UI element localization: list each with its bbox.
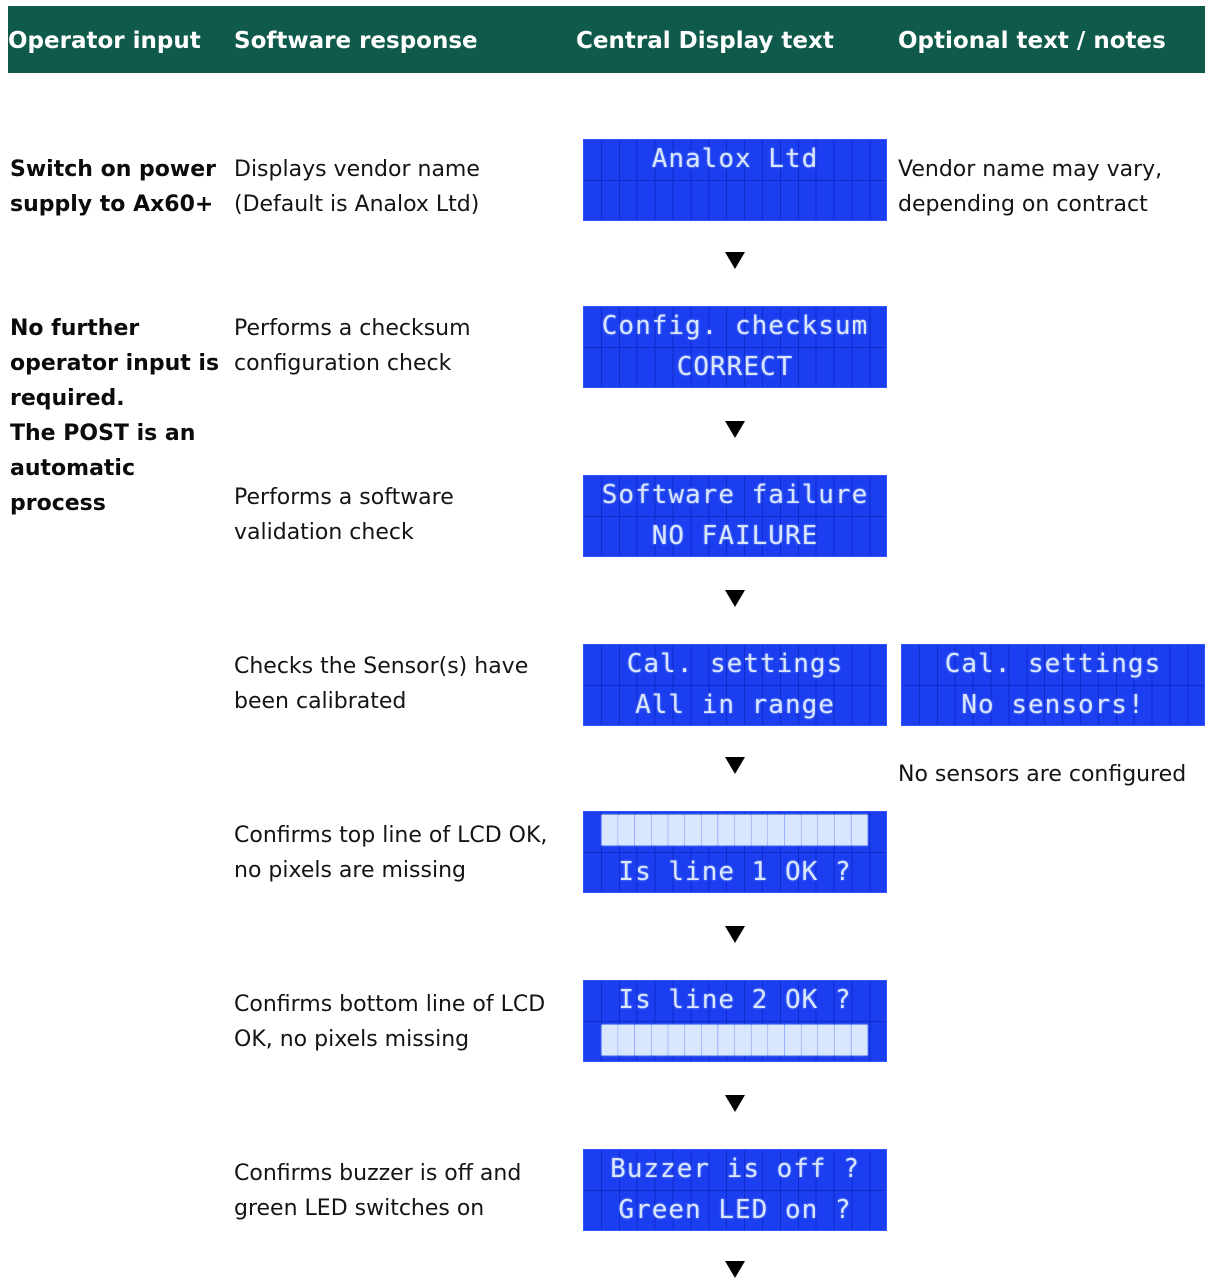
lcd-line-1: Config. checksum — [601, 311, 869, 341]
lcd-display-buzzer-led — [583, 1149, 887, 1231]
header-central-display: Central Display text — [576, 28, 834, 54]
operator-text: supply to Ax60+ — [10, 192, 214, 217]
response-step-7 — [234, 1156, 521, 1226]
header-optional-notes: Optional text / notes — [898, 28, 1166, 54]
note-text: Vendor name may vary, — [898, 157, 1163, 182]
response-step-3 — [234, 480, 454, 550]
note-vendor-name — [898, 152, 1162, 222]
operator-no-further-input — [10, 311, 219, 521]
lcd-line-1: Software failure — [601, 480, 869, 510]
lcd-line-2: No sensors! — [961, 690, 1145, 720]
lcd-display-calibration — [583, 644, 887, 726]
lcd-display-line-2-test — [583, 980, 887, 1062]
lcd-line-1: Is line 2 OK ? — [618, 985, 852, 1015]
note-text: No sensors are configured — [898, 762, 1187, 787]
down-arrow-icon — [725, 421, 745, 438]
lcd-line-2: NO FAILURE — [651, 521, 819, 551]
down-arrow-icon — [725, 926, 745, 943]
response-step-1 — [234, 152, 480, 222]
lcd-display-checksum — [583, 306, 887, 388]
lcd-line-1: Cal. settings — [626, 649, 844, 679]
operator-switch-on — [10, 152, 216, 222]
lcd-display-no-sensors — [901, 644, 1205, 726]
operator-text: operator input is — [10, 351, 220, 376]
response-text: (Default is Analox Ltd) — [234, 192, 480, 217]
lcd-line-1: Buzzer is off ? — [610, 1154, 860, 1184]
response-text: Displays vendor name — [234, 157, 480, 182]
response-text: green LED switches on — [234, 1196, 485, 1221]
header-operator-input: Operator input — [8, 28, 201, 54]
response-text: Checks the Sensor(s) have — [234, 654, 529, 679]
down-arrow-icon — [725, 1261, 745, 1278]
response-text: OK, no pixels missing — [234, 1027, 470, 1052]
lcd-line-2 — [583, 180, 887, 221]
response-text: validation check — [234, 520, 414, 545]
operator-text: automatic — [10, 456, 136, 481]
response-text: Confirms bottom line of LCD — [234, 992, 546, 1017]
operator-text: Switch on power — [10, 157, 216, 182]
operator-text: The POST is an — [10, 421, 196, 446]
response-text: Confirms buzzer is off and — [234, 1161, 522, 1186]
response-step-4 — [234, 649, 528, 719]
operator-text: required. — [10, 386, 125, 411]
down-arrow-icon — [725, 252, 745, 269]
down-arrow-icon — [725, 757, 745, 774]
down-arrow-icon — [725, 590, 745, 607]
response-text: Performs a checksum — [234, 316, 471, 341]
lcd-line-1: ████████████████ — [601, 816, 869, 846]
lcd-line-1: Cal. settings — [944, 649, 1162, 679]
down-arrow-icon — [725, 1095, 745, 1112]
response-text: no pixels are missing — [234, 858, 466, 883]
lcd-line-1: Analox Ltd — [651, 144, 819, 174]
header-software-response: Software response — [234, 28, 478, 54]
operator-text: process — [10, 491, 106, 516]
lcd-line-2: ████████████████ — [601, 1026, 869, 1056]
response-step-5 — [234, 818, 547, 888]
table-header — [8, 6, 1205, 73]
lcd-line-2: Is line 1 OK ? — [618, 857, 852, 887]
lcd-line-2: CORRECT — [676, 352, 794, 382]
response-step-2 — [234, 311, 471, 381]
lcd-display-software — [583, 475, 887, 557]
lcd-display-vendor — [583, 139, 887, 221]
response-step-6 — [234, 987, 545, 1057]
lcd-display-line-1-test — [583, 811, 887, 893]
response-text: Performs a software — [234, 485, 454, 510]
response-text: configuration check — [234, 351, 452, 376]
lcd-line-2: Green LED on ? — [618, 1195, 852, 1225]
response-text: been calibrated — [234, 689, 407, 714]
response-text: Confirms top line of LCD OK, — [234, 823, 548, 848]
lcd-line-2: All in range — [635, 690, 835, 720]
operator-text: No further — [10, 316, 140, 341]
note-no-sensors — [898, 757, 1186, 792]
note-text: depending on contract — [898, 192, 1148, 217]
